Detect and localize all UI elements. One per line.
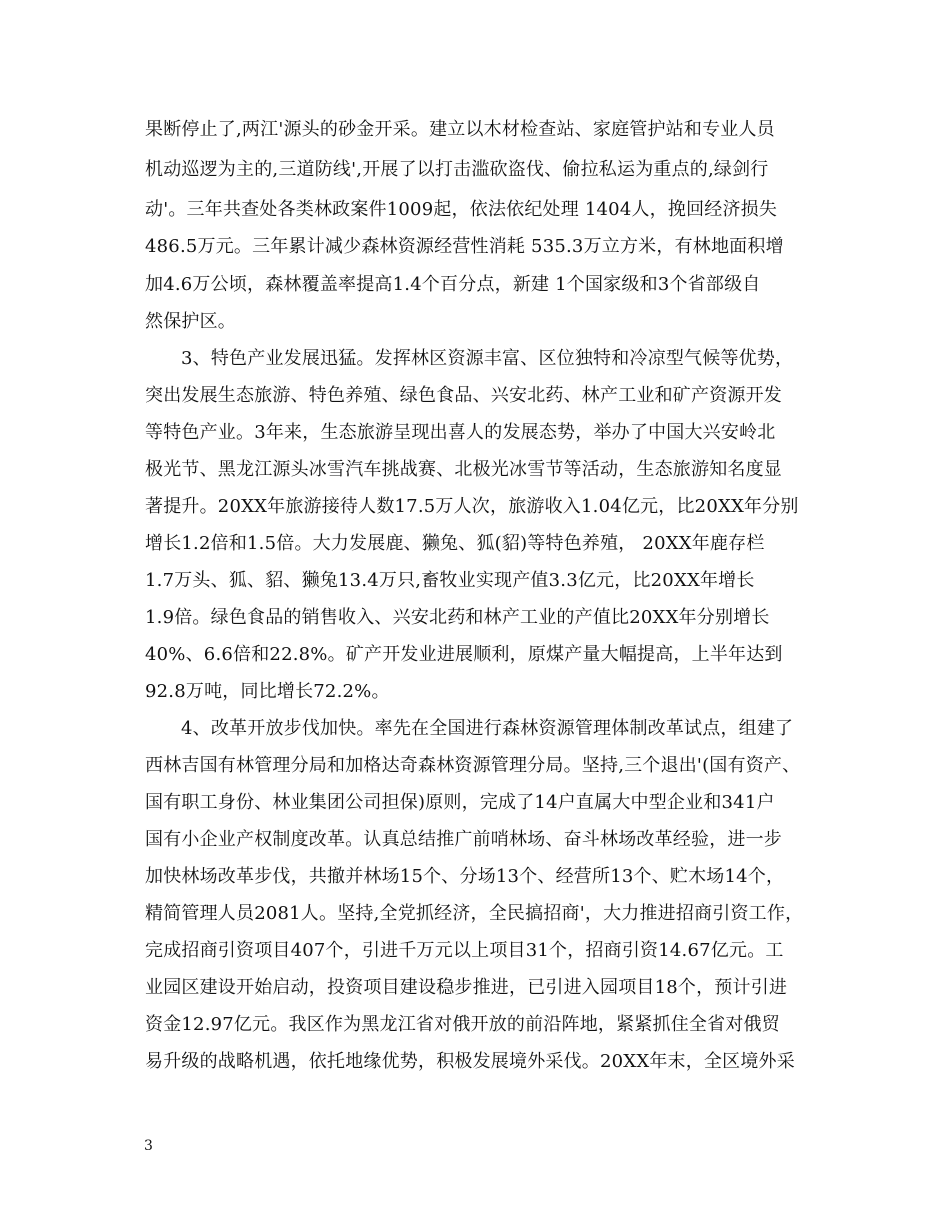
body-text-line: 1.7万头、狐、貂、獭兔13.4万只,畜牧业实现产值3.3亿元，比20XX年增长 — [145, 570, 755, 591]
body-text-line: 486.5万元。三年累计减少森林资源经营性消耗 535.3万立方米，有林地面积增 — [145, 236, 784, 257]
body-text-line: 92.8万吨，同比增长72.2%。 — [145, 681, 390, 702]
body-text-line: 加快林场改革步伐，共撤并林场15个、分场13个、经营所13个、贮木场14个， — [145, 866, 785, 887]
body-text-line: 然保护区。 — [145, 311, 236, 332]
body-text-line: 精简管理人员2081人。坚持,全党抓经济，全民搞招商'，大力推进招商引资工作， — [145, 903, 804, 924]
body-text-line: 40%、6.6倍和22.8%。矿产开发业进展顺利，原煤产量大幅提高，上半年达到 — [145, 644, 783, 665]
body-text-line: 机动巡逻为主的,三道防线',开展了以打击滥砍盗伐、偷拉私运为重点的,绿剑行 — [145, 159, 769, 180]
paragraph-first-line: 4、改革开放步伐加快。率先在全国进行森林资源管理体制改革试点，组建了 — [181, 718, 794, 739]
body-text-line: 等特色产业。3年来，生态旅游呈现出喜人的发展态势，举办了中国大兴安岭北 — [145, 422, 776, 443]
body-text-line: 资金12.97亿元。我区作为黑龙江省对俄开放的前沿阵地，紧紧抓住全省对俄贸 — [145, 1014, 780, 1035]
body-text-line: 易升级的战略机遇，依托地缘优势，积极发展境外采伐。20XX年末，全区境外采 — [145, 1051, 795, 1072]
body-text-line: 突出发展生态旅游、特色养殖、绿色食品、兴安北药、林产工业和矿产资源开发 — [145, 385, 782, 406]
body-text-line: 果断停止了,两江'源头的砂金开采。建立以木材检查站、家庭管护站和专业人员 — [145, 119, 775, 140]
paragraph-first-line: 3、特色产业发展迅猛。发挥林区资源丰富、区位独特和冷凉型气候等优势， — [181, 348, 794, 369]
body-text-line: 加4.6万公顷，森林覆盖率提高1.4个百分点，新建 1个国家级和3个省部级自 — [145, 274, 761, 295]
body-text-line: 著提升。20XX年旅游接待人数17.5万人次，旅游收入1.04亿元，比20XX年分别 — [145, 496, 799, 517]
body-text-line: 1.9倍。绿色食品的销售收入、兴安北药和林产工业的产值比20XX年分别增长 — [145, 607, 770, 628]
body-text-line: 完成招商引资项目407个，引进千万元以上项目31个，招商引资14.67亿元。工 — [145, 940, 784, 961]
body-text-line: 国有小企业产权制度改革。认真总结推广前哨林场、奋斗林场改革经验，进一步 — [145, 829, 782, 850]
page-number: 3 — [144, 1138, 153, 1154]
body-text-line: 增长1.2倍和1.5倍。大力发展鹿、獭兔、狐(貂)等特色养殖， 20XX年鹿存栏 — [145, 533, 765, 554]
body-text-line: 业园区建设开始启动，投资项目建设稳步推进，已引进入园项目18个，预计引进 — [145, 977, 788, 998]
body-text-line: 动'。三年共查处各类林政案件1009起，依法依纪处理 1404人，挽回经济损失 — [145, 199, 778, 220]
body-text-line: 西林吉国有林管理分局和加格达奇森林资源管理分局。坚持,三个退出'(国有资产、 — [145, 755, 801, 776]
body-text-line: 国有职工身份、林业集团公司担保)原则，完成了14户直属大中型企业和341户 — [145, 792, 775, 813]
body-text-line: 极光节、黑龙江源头冰雪汽车挑战赛、北极光冰雪节等活动，生态旅游知名度显 — [145, 459, 782, 480]
